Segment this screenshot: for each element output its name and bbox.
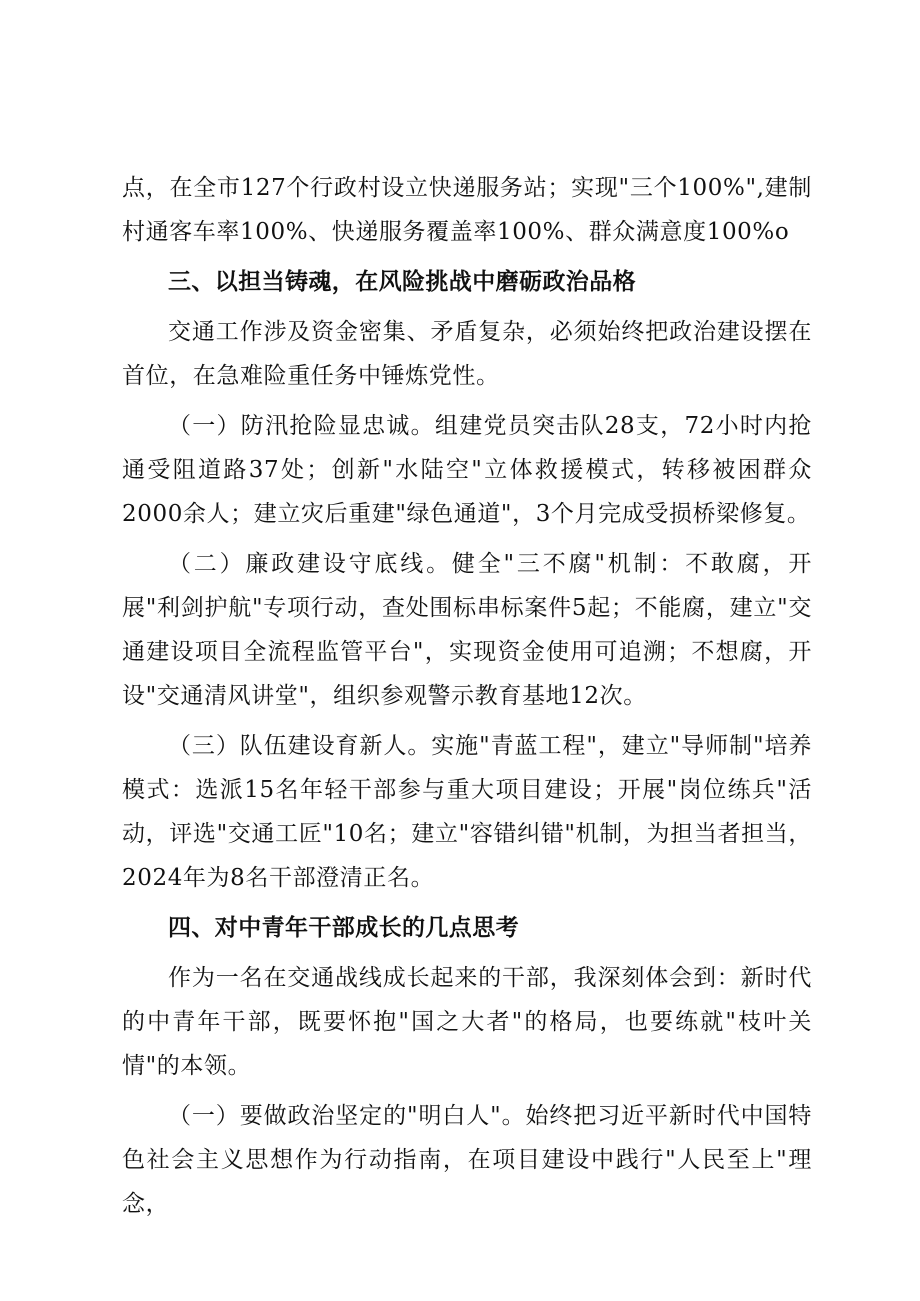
paragraph-political-building: 交通工作涉及资金密集、矛盾复杂，必须始终把政治建设摆在首位，在急难险重任务中锤炼党性。 [122,319,812,389]
paragraph-politically-firm: （一）要做政治坚定的"明白人"。始终把习近平新时代中国特色社会主义思想作为行动指南，在项目建设中践行"人民至上"理念， [122,1103,812,1217]
paragraph-cadre-reflection: 作为一名在交通战线成长起来的干部，我深刻体会到：新时代的中青年干部，既要怀抱"国之大者"的格局，也要练就"枝叶关情"的本领。 [122,965,812,1079]
paragraph-team-building: （三）队伍建设育新人。实施"青蓝工程"，建立"导师制"培养模式：选派15名年轻干部参与重大项目建设；开展"岗位练兵"活动，评选"交通工匠"10名；建立"容错纠错"机制，为担当者担当，2024年为8名干部澄清正名。 [122,733,812,891]
paragraph-integrity-building: （二）廉政建设守底线。健全"三不腐"机制：不敢腐，开展"利剑护航"专项行动，查处围标串标案件5起；不能腐，建立"交通建设项目全流程监管平台"，实现资金使用可追溯；不想腐，开设"交通清风讲堂"，组织参观警示教育基地12次。 [122,551,812,709]
paragraph-continued-express-stations: 点，在全市127个行政村设立快递服务站；实现"三个100%",建制村通客车率100%、快递服务覆盖率100%、群众满意度100%o [122,175,812,245]
paragraph-flood-rescue: （一）防汛抢险显忠诚。组建党员突击队28支，72小时内抢通受阻道路37处；创新"水陆空"立体救援模式，转移被困群众2000余人；建立灾后重建"绿色通道"，3个月完成受损桥梁修复。 [122,413,812,527]
section-heading-three: 三、以担当铸魂，在风险挑战中磨砺政治品格 [168,269,636,295]
document-body [122,166,812,1226]
section-heading-four: 四、对中青年干部成长的几点思考 [168,915,519,941]
